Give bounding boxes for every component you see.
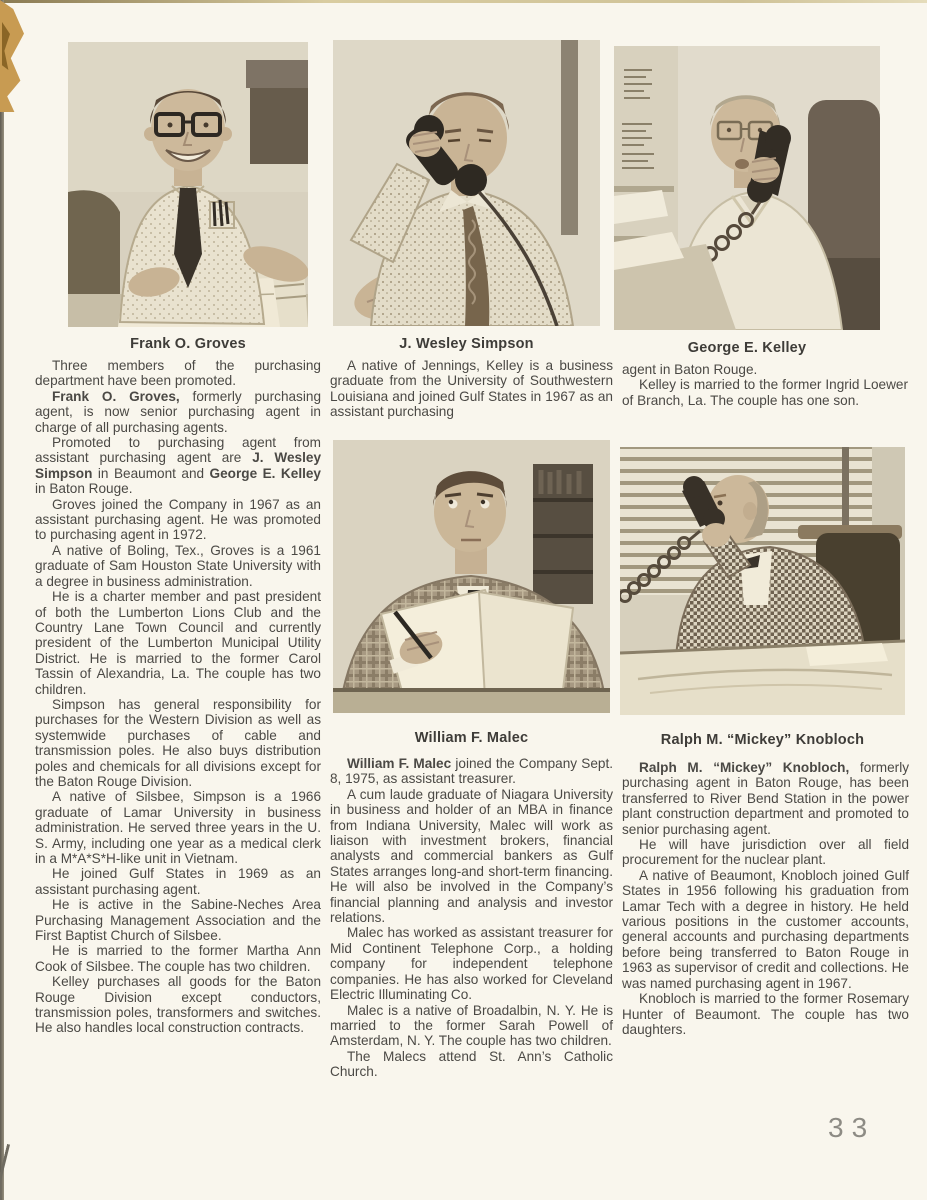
- photo-william-malec: [333, 440, 610, 713]
- page-top-edge: [0, 0, 927, 3]
- caption-j-wesley-simpson: J. Wesley Simpson: [399, 336, 534, 352]
- photo-frank-groves: [68, 42, 308, 327]
- paragraph: Promoted to purchasing agent from assistant purchasing agent are J. Wesley Simpson in Beaumont and George E. Kelley in Baton Rouge.: [35, 435, 322, 497]
- paragraph: Malec has worked as assistant treasurer for Mid Continent Telephone Corp., a holding company for independent telephone companies. He has also worked for Cleveland Electric Illuminating Co.: [330, 925, 613, 1003]
- paragraph: He will have jurisdiction over all field procurement for the nuclear plant.: [622, 837, 909, 868]
- column-3-top-text: [622, 362, 908, 408]
- photo-george-kelley: [614, 46, 880, 330]
- column-2-bottom-text: [330, 756, 613, 1080]
- photo-j-wesley-simpson: [333, 40, 600, 326]
- paragraph: agent in Baton Rouge.: [622, 362, 758, 377]
- paragraph: Frank O. Groves, formerly purchasing agent, is now senior purchasing agent in charge of all purchasing agents.: [35, 388, 321, 435]
- photo-j-wesley-simpson-image: [333, 40, 600, 326]
- paragraph: Ralph M. “Mickey” Knobloch, formerly purchasing agent in Baton Rouge, has been transferred to River Bend Station in the power plant construction department and promoted to senior purchasing agent.: [622, 760, 910, 837]
- caption-frank-groves: Frank O. Groves: [130, 336, 246, 352]
- paragraph: A native of Beaumont, Knobloch joined Gulf States in 1956 following his graduation from Lamar Tech with a degree in history. He held various positions in the customer accounts, general accounts and purchasing departments before being transferred to Baton Rouge in 1963 as supervisor of credit and collections. He was named purchasing agent in 1967.: [622, 867, 909, 991]
- caption-ralph-knobloch: Ralph M. “Mickey” Knobloch: [660, 732, 865, 748]
- paragraph: A native of Jennings, Kelley is a business graduate from the University of Southwestern Louisiana and joined Gulf States in 1967 as an assistant purchasing: [330, 358, 613, 420]
- paragraph: A native of Silsbee, Simpson is a 1966 graduate of Lamar University in business administration. He served three years in the U. S. Army, including one year as a medical clerk in a M*A*S*H-like unit in Vietnam.: [35, 789, 321, 866]
- photo-ralph-knobloch: [620, 447, 905, 715]
- bookshelf: [533, 464, 593, 604]
- page-corner-curl: [0, 1144, 49, 1200]
- photo-william-malec-image: [333, 440, 610, 713]
- paragraph: He is a charter member and past president of both the Lumberton Lions Club and the Country Lane Town Council and currently president of the Lumberton Municipal Utility District. He is married to the former Carol Tassin of Alexandria, La. The couple has two children.: [35, 589, 321, 697]
- page-number: 33: [828, 1112, 876, 1143]
- caption-george-kelley: George E. Kelley: [687, 340, 807, 356]
- paragraph: He is married to the former Martha Ann Cook of Silsbee. The couple has two children.: [35, 943, 321, 974]
- paragraph: William F. Malec joined the Company Sept. 8, 1975, as assistant treasurer.: [330, 756, 613, 787]
- photo-ralph-knobloch-image: [620, 447, 905, 715]
- paragraph: Malec is a native of Broadalbin, N. Y. He is married to the former Sarah Powell of Amsterdam, N. Y. The couple has two children.: [330, 1002, 613, 1049]
- photo-george-kelley-image: [614, 46, 880, 330]
- paragraph: Kelley purchases all goods for the Baton Rouge Division except conductors, transmission poles, transformers and switches. He also handles local construction contracts.: [35, 974, 321, 1036]
- paragraph: A cum laude graduate of Niagara University in business and holder of an MBA in finance from Indiana University, Malec will work as liaison with investment brokers, financial analysts and commercial bankers as Gulf States arranges long-and short-term financing. He will also be involved in the Company’s financial planning and analysis and investor relations.: [330, 786, 613, 926]
- paragraph: Three members of the purchasing department have been promoted.: [35, 358, 321, 389]
- paragraph: A native of Boling, Tex., Groves is a 1961 graduate of Sam Houston State University with a degree in business administration.: [35, 542, 321, 589]
- page-spine-edge: [0, 0, 4, 1200]
- caption-william-malec: William F. Malec: [414, 730, 529, 746]
- column-1-text: [35, 358, 321, 1036]
- column-2-top-text: [330, 358, 613, 420]
- paragraph: The Malecs attend St. Ann’s Catholic Church.: [330, 1048, 613, 1080]
- paragraph: Knobloch is married to the former Rosemary Hunter of Beaumont. The couple has two daughters.: [622, 991, 909, 1037]
- paragraph: Simpson has general responsibility for purchases for the Western Division as well as systemwide purchases of cable and transmission poles. He also buys distribution poles and chemicals for all divisions except for the Baton Rouge Division.: [35, 696, 321, 789]
- paragraph: Kelley is married to the former Ingrid Loewer of Branch, La. The couple has one son.: [622, 377, 908, 408]
- paragraph: He joined Gulf States in 1969 as an assistant purchasing agent.: [35, 866, 321, 897]
- photo-frank-groves-image: [68, 42, 308, 327]
- paragraph: He is active in the Sabine-Neches Area Purchasing Management Association and the First Baptist Church of Silsbee.: [35, 897, 321, 944]
- paragraph: Groves joined the Company in 1967 as an assistant purchasing agent. He was promoted to purchasing agent in 1972.: [35, 496, 321, 543]
- column-3-bottom-text: [622, 760, 909, 1037]
- binding-mark-shadow: [2, 22, 10, 70]
